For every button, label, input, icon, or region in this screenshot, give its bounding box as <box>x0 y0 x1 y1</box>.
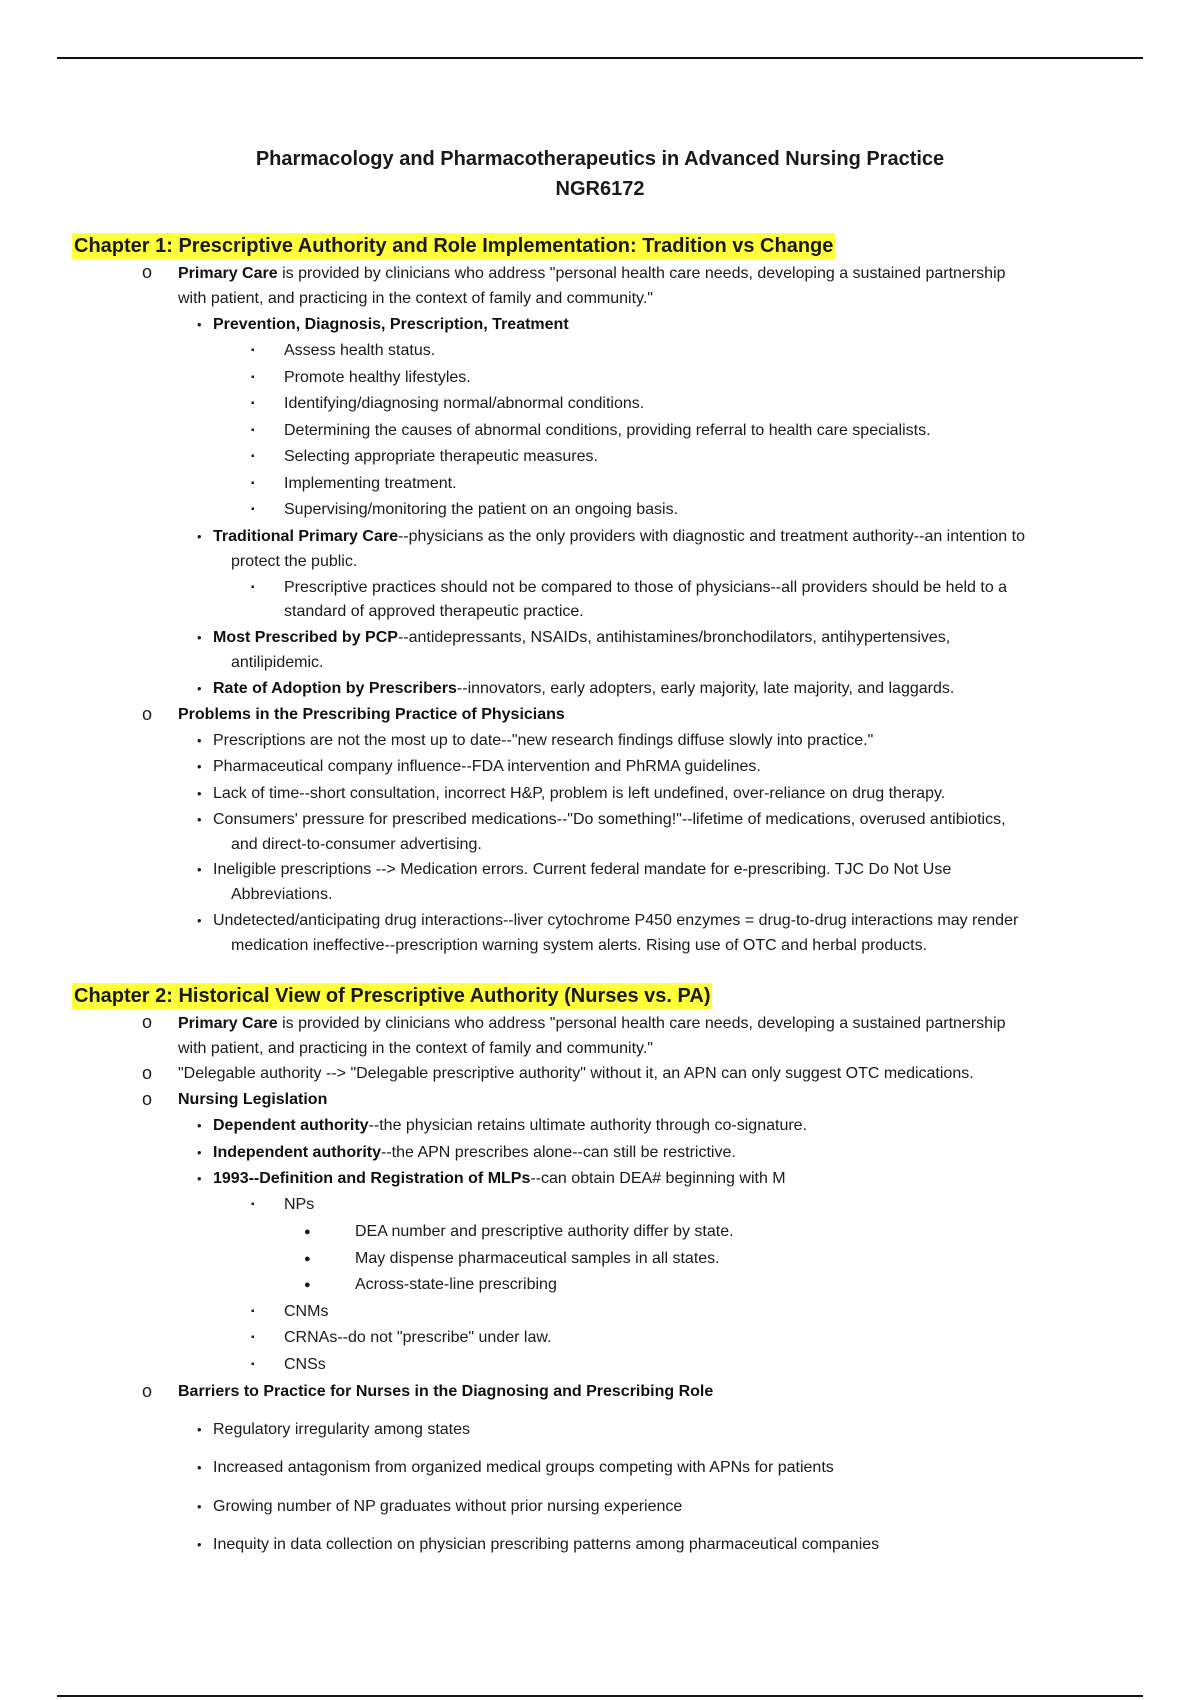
ch1-pdpt: Prevention, Diagnosis, Prescription, Treatment <box>213 316 569 333</box>
ch1-pdpt-item: Assess health status. <box>284 342 436 359</box>
square-marker: ▪ <box>251 582 255 593</box>
ch2-primary-care: Primary Care is provided by clinicians who address "personal health care needs, developing a sustained partnership <box>178 1015 1006 1032</box>
ch1-problems-heading: Problems in the Prescribing Practice of Physicians <box>178 706 565 723</box>
ch1-undetected: Undetected/anticipating drug interactions--liver cytochrome P450 enzymes = drug-to-drug interactions may render <box>213 912 1019 929</box>
ch2-cnms: CNMs <box>284 1303 329 1320</box>
bullet-marker: • <box>197 681 202 696</box>
chapter1-heading: Chapter 1: Prescriptive Authority and Role Implementation: Tradition vs Change <box>74 235 834 257</box>
bullet-marker: • <box>197 733 202 748</box>
ch1-ineligible-cont: Abbreviations. <box>231 886 333 903</box>
course-code: NGR6172 <box>555 178 645 200</box>
bottom-rule <box>57 1695 1143 1697</box>
bullet-marker: • <box>197 759 202 774</box>
ch1-traditional-cont: protect the public. <box>231 553 358 570</box>
square-marker: ▪ <box>251 425 255 436</box>
bullet-marker: • <box>197 1145 202 1160</box>
ch1-problem-item: Lack of time--short consultation, incorrect H&P, problem is left undefined, over-reliance on drug therapy. <box>213 785 946 802</box>
ch2-nps: NPs <box>284 1196 315 1213</box>
ch2-np-item: May dispense pharmaceutical samples in all states. <box>355 1250 720 1267</box>
bullet-marker: • <box>197 1499 202 1514</box>
ch2-barrier-item: Regulatory irregularity among states <box>213 1421 471 1438</box>
ch1-rate-of-adoption: Rate of Adoption by Prescribers--innovators, early adopters, early majority, late majority, and laggards. <box>213 680 955 697</box>
square-marker: ▪ <box>251 504 255 515</box>
bullet-marker: • <box>197 630 202 645</box>
square-marker: ▪ <box>251 478 255 489</box>
ch1-pdpt-item: Supervising/monitoring the patient on an ongoing basis. <box>284 501 679 518</box>
o-marker: o <box>142 1381 153 1401</box>
o-marker: o <box>142 1089 153 1109</box>
ch1-traditional-sub: Prescriptive practices should not be compared to those of physicians--all providers should be held to a <box>284 579 1008 596</box>
o-marker: o <box>142 262 153 282</box>
bullet-marker: • <box>197 317 202 332</box>
bullet-marker: • <box>197 786 202 801</box>
ch2-barrier-item: Growing number of NP graduates without prior nursing experience <box>213 1498 683 1515</box>
bullet-marker: • <box>197 862 202 877</box>
ch1-primary-care: Primary Care is provided by clinicians who address "personal health care needs, developing a sustained partnership <box>178 265 1006 282</box>
ch2-np-item: Across-state-line prescribing <box>355 1276 557 1293</box>
bullet-marker: • <box>197 1537 202 1552</box>
bullet-marker: • <box>197 913 202 928</box>
ch1-consumers-cont: and direct-to-consumer advertising. <box>231 836 482 853</box>
bullet-marker: • <box>197 529 202 544</box>
ch2-barrier-item: Increased antagonism from organized medical groups competing with APNs for patients <box>213 1459 834 1476</box>
ch2-np-item: DEA number and prescriptive authority differ by state. <box>355 1223 734 1240</box>
ch2-mlps: 1993--Definition and Registration of MLPs--can obtain DEA# beginning with M <box>213 1170 786 1187</box>
square-marker: ▪ <box>251 372 255 383</box>
o-marker: o <box>142 1012 153 1032</box>
bullet-marker: • <box>197 1171 202 1186</box>
ch1-consumers: Consumers' pressure for prescribed medications--"Do something!"--lifetime of medications, overused antibiotics, <box>213 811 1006 828</box>
document-title: Pharmacology and Pharmacotherapeutics in Advanced Nursing Practice <box>255 148 945 170</box>
ch2-barrier-item: Inequity in data collection on physician prescribing patterns among pharmaceutical companies <box>213 1536 880 1553</box>
ch1-traditional: Traditional Primary Care--physicians as the only providers with diagnostic and treatment authority--an intention to <box>213 528 1025 545</box>
dot-marker: ● <box>304 1279 311 1291</box>
square-marker: ▪ <box>251 1359 255 1370</box>
o-marker: o <box>142 1063 153 1083</box>
ch1-pdpt-item: Determining the causes of abnormal conditions, providing referral to health care specialists. <box>284 422 931 439</box>
top-rule <box>57 57 1143 59</box>
ch2-delegable: "Delegable authority --> "Delegable prescriptive authority" without it, an APN can only suggest OTC medications. <box>178 1065 974 1082</box>
square-marker: ▪ <box>251 1199 255 1210</box>
square-marker: ▪ <box>251 345 255 356</box>
square-marker: ▪ <box>251 398 255 409</box>
bullet-marker: • <box>197 812 202 827</box>
ch2-nursing-legislation: Nursing Legislation <box>178 1091 328 1108</box>
bullet-marker: • <box>197 1118 202 1133</box>
ch1-most-prescribed: Most Prescribed by PCP--antidepressants, NSAIDs, antihistamines/bronchodilators, antihypertensives, <box>213 629 951 646</box>
ch1-pdpt-item: Implementing treatment. <box>284 475 457 492</box>
o-marker: o <box>142 704 153 724</box>
ch2-independent: Independent authority--the APN prescribes alone--can still be restrictive. <box>213 1144 736 1161</box>
ch1-problem-item: Pharmaceutical company influence--FDA intervention and PhRMA guidelines. <box>213 758 761 775</box>
ch2-crnas: CRNAs--do not "prescribe" under law. <box>284 1329 552 1346</box>
square-marker: ▪ <box>251 1332 255 1343</box>
ch1-pdpt-item: Identifying/diagnosing normal/abnormal conditions. <box>284 395 645 412</box>
dot-marker: ● <box>304 1226 311 1238</box>
ch1-primary-care-cont: with patient, and practicing in the context of family and community." <box>178 290 653 307</box>
square-marker: ▪ <box>251 451 255 462</box>
ch1-ineligible: Ineligible prescriptions --> Medication errors. Current federal mandate for e-prescribing. TJC Do Not Use <box>213 861 952 878</box>
ch2-cnss: CNSs <box>284 1356 326 1373</box>
ch1-pdpt-item: Promote healthy lifestyles. <box>284 369 471 386</box>
ch1-pdpt-item: Selecting appropriate therapeutic measures. <box>284 448 598 465</box>
bullet-marker: • <box>197 1460 202 1475</box>
ch1-problem-item: Prescriptions are not the most up to date--"new research findings diffuse slowly into practice." <box>213 732 874 749</box>
square-marker: ▪ <box>251 1306 255 1317</box>
ch2-barriers-heading: Barriers to Practice for Nurses in the Diagnosing and Prescribing Role <box>178 1383 714 1400</box>
bullet-marker: • <box>197 1422 202 1437</box>
chapter2-heading: Chapter 2: Historical View of Prescriptive Authority (Nurses vs. PA) <box>74 985 711 1007</box>
ch1-undetected-cont: medication ineffective--prescription warning system alerts. Rising use of OTC and herbal products. <box>231 937 928 954</box>
ch2-primary-care-cont: with patient, and practicing in the context of family and community." <box>178 1040 653 1057</box>
dot-marker: ● <box>304 1253 311 1265</box>
ch1-traditional-sub-cont: standard of approved therapeutic practice. <box>284 603 584 620</box>
ch1-most-prescribed-cont: antilipidemic. <box>231 654 324 671</box>
ch2-dependent: Dependent authority--the physician retains ultimate authority through co-signature. <box>213 1117 808 1134</box>
